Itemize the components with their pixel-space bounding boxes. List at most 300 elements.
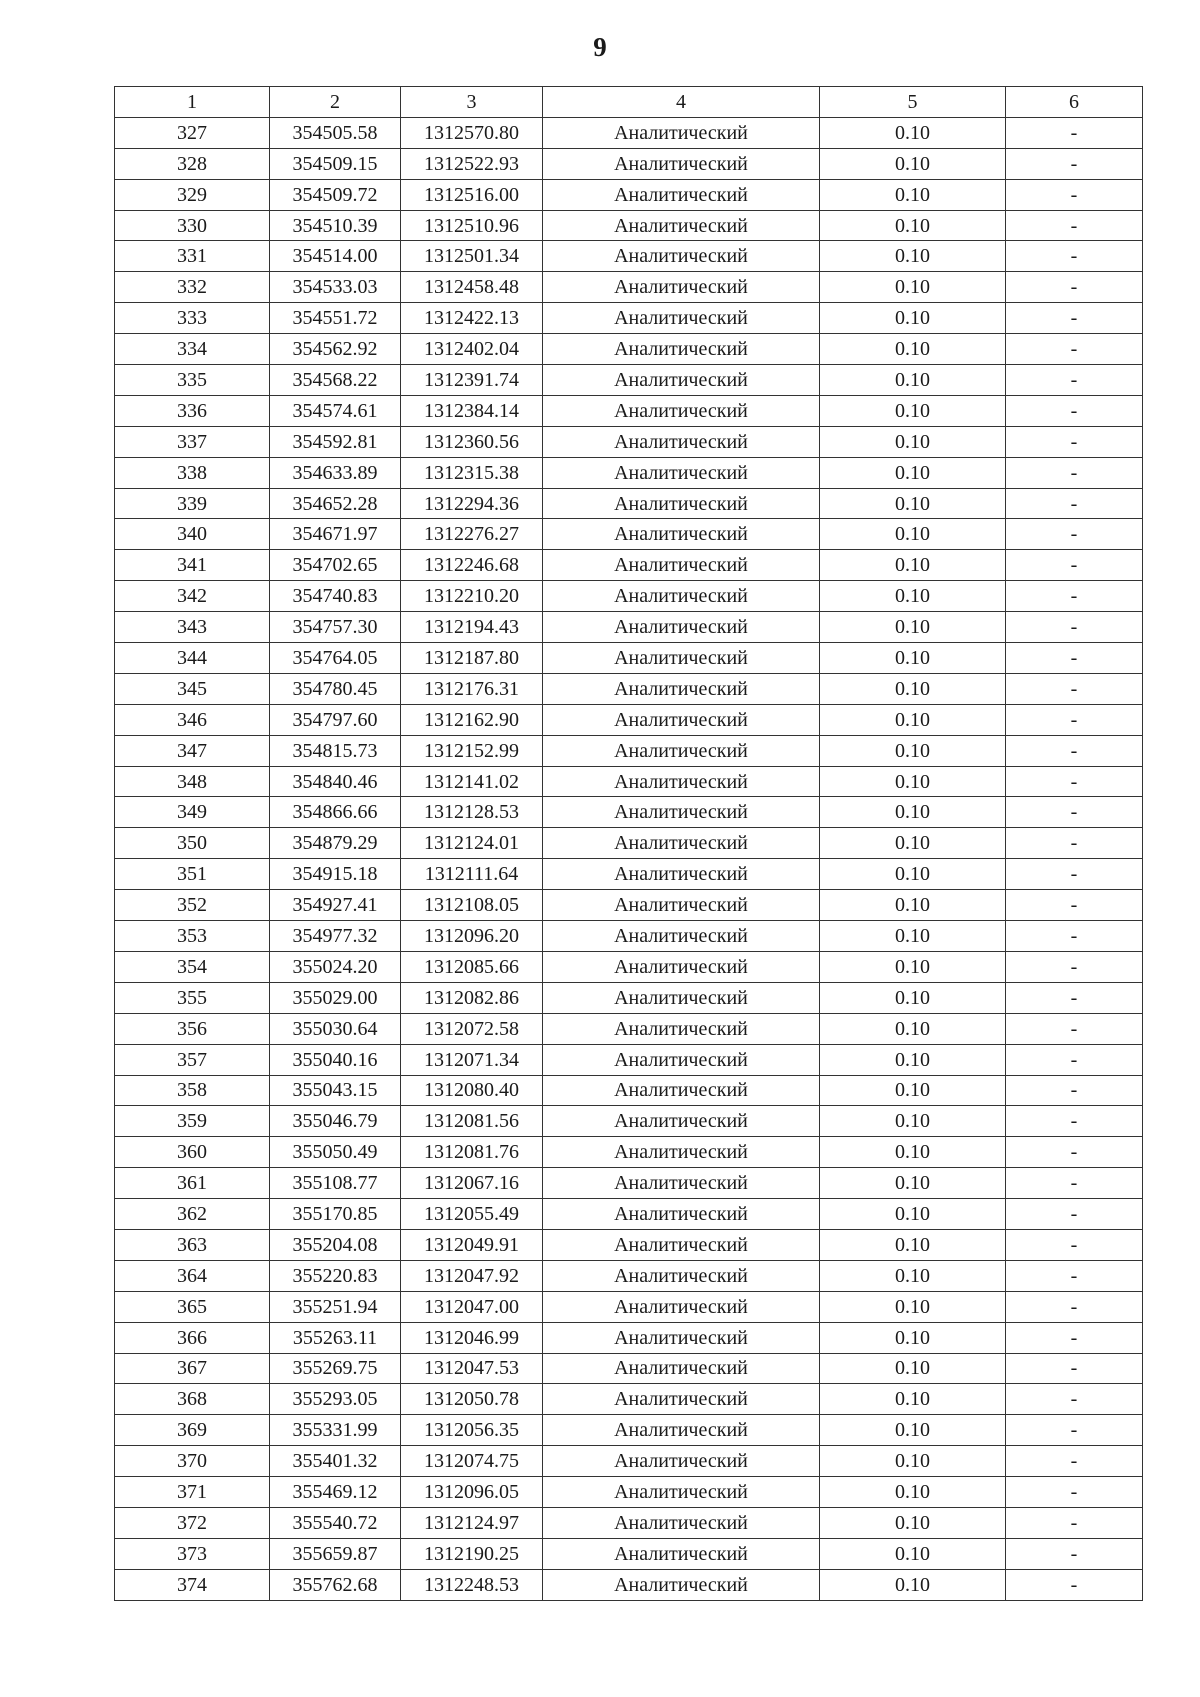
table-row	[115, 921, 1143, 952]
cell-accuracy: 0.10	[820, 828, 1006, 859]
table-row	[115, 1137, 1143, 1168]
cell-accuracy: 0.10	[820, 365, 1006, 396]
cell-accuracy: 0.10	[820, 951, 1006, 982]
cell-y-coordinate: 1312384.14	[401, 395, 543, 426]
cell-note: -	[1006, 1106, 1143, 1137]
cell-accuracy: 0.10	[820, 673, 1006, 704]
cell-point-number: 350	[115, 828, 270, 859]
table-row	[115, 179, 1143, 210]
cell-accuracy: 0.10	[820, 982, 1006, 1013]
cell-note: -	[1006, 1260, 1143, 1291]
header-row	[115, 87, 1143, 118]
cell-method: Аналитический	[543, 890, 820, 921]
cell-method: Аналитический	[543, 1384, 820, 1415]
cell-accuracy: 0.10	[820, 1538, 1006, 1569]
cell-accuracy: 0.10	[820, 1106, 1006, 1137]
cell-note: -	[1006, 982, 1143, 1013]
cell-y-coordinate: 1312056.35	[401, 1415, 543, 1446]
cell-note: -	[1006, 1446, 1143, 1477]
cell-point-number: 342	[115, 581, 270, 612]
cell-method: Аналитический	[543, 673, 820, 704]
cell-note: -	[1006, 272, 1143, 303]
cell-accuracy: 0.10	[820, 1199, 1006, 1230]
table-row	[115, 148, 1143, 179]
table-row	[115, 1260, 1143, 1291]
table-row	[115, 581, 1143, 612]
cell-accuracy: 0.10	[820, 272, 1006, 303]
cell-note: -	[1006, 1538, 1143, 1569]
table-row	[115, 1013, 1143, 1044]
cell-y-coordinate: 1312458.48	[401, 272, 543, 303]
cell-point-number: 340	[115, 519, 270, 550]
cell-x-coordinate: 354780.45	[270, 673, 401, 704]
cell-note: -	[1006, 890, 1143, 921]
table-row	[115, 1538, 1143, 1569]
cell-point-number: 371	[115, 1477, 270, 1508]
cell-method: Аналитический	[543, 1291, 820, 1322]
cell-method: Аналитический	[543, 1477, 820, 1508]
cell-x-coordinate: 355659.87	[270, 1538, 401, 1569]
cell-point-number: 332	[115, 272, 270, 303]
cell-note: -	[1006, 704, 1143, 735]
cell-point-number: 339	[115, 488, 270, 519]
cell-method: Аналитический	[543, 550, 820, 581]
cell-y-coordinate: 1312194.43	[401, 612, 543, 643]
cell-y-coordinate: 1312141.02	[401, 766, 543, 797]
cell-x-coordinate: 355170.85	[270, 1199, 401, 1230]
cell-y-coordinate: 1312096.20	[401, 921, 543, 952]
cell-x-coordinate: 355029.00	[270, 982, 401, 1013]
cell-y-coordinate: 1312049.91	[401, 1229, 543, 1260]
cell-x-coordinate: 354514.00	[270, 241, 401, 272]
cell-note: -	[1006, 921, 1143, 952]
cell-y-coordinate: 1312081.76	[401, 1137, 543, 1168]
cell-point-number: 367	[115, 1353, 270, 1384]
cell-point-number: 335	[115, 365, 270, 396]
cell-x-coordinate: 354592.81	[270, 426, 401, 457]
cell-x-coordinate: 355108.77	[270, 1168, 401, 1199]
cell-x-coordinate: 355331.99	[270, 1415, 401, 1446]
cell-accuracy: 0.10	[820, 1260, 1006, 1291]
cell-point-number: 358	[115, 1075, 270, 1106]
cell-note: -	[1006, 612, 1143, 643]
cell-x-coordinate: 354757.30	[270, 612, 401, 643]
cell-accuracy: 0.10	[820, 921, 1006, 952]
cell-y-coordinate: 1312124.97	[401, 1507, 543, 1538]
cell-point-number: 347	[115, 735, 270, 766]
cell-x-coordinate: 355762.68	[270, 1569, 401, 1600]
cell-method: Аналитический	[543, 581, 820, 612]
cell-method: Аналитический	[543, 766, 820, 797]
cell-y-coordinate: 1312124.01	[401, 828, 543, 859]
cell-point-number: 372	[115, 1507, 270, 1538]
cell-y-coordinate: 1312152.99	[401, 735, 543, 766]
table-body	[115, 117, 1143, 1600]
cell-x-coordinate: 355050.49	[270, 1137, 401, 1168]
cell-note: -	[1006, 673, 1143, 704]
cell-method: Аналитический	[543, 1569, 820, 1600]
cell-y-coordinate: 1312050.78	[401, 1384, 543, 1415]
cell-accuracy: 0.10	[820, 1137, 1006, 1168]
cell-y-coordinate: 1312501.34	[401, 241, 543, 272]
cell-method: Аналитический	[543, 334, 820, 365]
table-row	[115, 1291, 1143, 1322]
cell-y-coordinate: 1312074.75	[401, 1446, 543, 1477]
column-header-6: 6	[1006, 87, 1143, 118]
cell-accuracy: 0.10	[820, 210, 1006, 241]
cell-y-coordinate: 1312096.05	[401, 1477, 543, 1508]
cell-point-number: 338	[115, 457, 270, 488]
cell-note: -	[1006, 1291, 1143, 1322]
table-row	[115, 1384, 1143, 1415]
cell-note: -	[1006, 1168, 1143, 1199]
cell-y-coordinate: 1312108.05	[401, 890, 543, 921]
cell-method: Аналитический	[543, 426, 820, 457]
cell-note: -	[1006, 766, 1143, 797]
table-header	[115, 87, 1143, 118]
cell-method: Аналитический	[543, 1415, 820, 1446]
cell-point-number: 363	[115, 1229, 270, 1260]
table-row	[115, 797, 1143, 828]
cell-note: -	[1006, 210, 1143, 241]
cell-x-coordinate: 354815.73	[270, 735, 401, 766]
cell-accuracy: 0.10	[820, 1075, 1006, 1106]
table-row	[115, 210, 1143, 241]
cell-accuracy: 0.10	[820, 457, 1006, 488]
cell-x-coordinate: 354510.39	[270, 210, 401, 241]
table-row	[115, 1446, 1143, 1477]
cell-x-coordinate: 354562.92	[270, 334, 401, 365]
column-header-5: 5	[820, 87, 1006, 118]
cell-note: -	[1006, 488, 1143, 519]
cell-note: -	[1006, 179, 1143, 210]
cell-y-coordinate: 1312047.92	[401, 1260, 543, 1291]
cell-y-coordinate: 1312081.56	[401, 1106, 543, 1137]
table-row	[115, 1199, 1143, 1230]
cell-point-number: 343	[115, 612, 270, 643]
cell-x-coordinate: 355540.72	[270, 1507, 401, 1538]
cell-x-coordinate: 354915.18	[270, 859, 401, 890]
cell-x-coordinate: 354568.22	[270, 365, 401, 396]
cell-note: -	[1006, 581, 1143, 612]
cell-x-coordinate: 354840.46	[270, 766, 401, 797]
cell-y-coordinate: 1312047.00	[401, 1291, 543, 1322]
cell-note: -	[1006, 1477, 1143, 1508]
cell-point-number: 364	[115, 1260, 270, 1291]
table-row	[115, 1353, 1143, 1384]
cell-y-coordinate: 1312422.13	[401, 303, 543, 334]
table-row	[115, 643, 1143, 674]
table-row	[115, 612, 1143, 643]
cell-x-coordinate: 355024.20	[270, 951, 401, 982]
cell-point-number: 331	[115, 241, 270, 272]
cell-note: -	[1006, 1137, 1143, 1168]
cell-accuracy: 0.10	[820, 488, 1006, 519]
cell-point-number: 352	[115, 890, 270, 921]
cell-accuracy: 0.10	[820, 334, 1006, 365]
cell-x-coordinate: 355030.64	[270, 1013, 401, 1044]
cell-method: Аналитический	[543, 1013, 820, 1044]
table-row	[115, 457, 1143, 488]
cell-y-coordinate: 1312190.25	[401, 1538, 543, 1569]
cell-point-number: 357	[115, 1044, 270, 1075]
cell-method: Аналитический	[543, 1199, 820, 1230]
cell-y-coordinate: 1312570.80	[401, 117, 543, 148]
table-row	[115, 1168, 1143, 1199]
cell-y-coordinate: 1312162.90	[401, 704, 543, 735]
cell-y-coordinate: 1312276.27	[401, 519, 543, 550]
cell-accuracy: 0.10	[820, 1507, 1006, 1538]
cell-method: Аналитический	[543, 241, 820, 272]
table-row	[115, 426, 1143, 457]
cell-y-coordinate: 1312360.56	[401, 426, 543, 457]
cell-x-coordinate: 354652.28	[270, 488, 401, 519]
table-row	[115, 365, 1143, 396]
cell-accuracy: 0.10	[820, 859, 1006, 890]
cell-point-number: 336	[115, 395, 270, 426]
table-row	[115, 951, 1143, 982]
cell-point-number: 327	[115, 117, 270, 148]
cell-point-number: 330	[115, 210, 270, 241]
cell-x-coordinate: 355293.05	[270, 1384, 401, 1415]
cell-accuracy: 0.10	[820, 643, 1006, 674]
cell-point-number: 346	[115, 704, 270, 735]
cell-note: -	[1006, 1507, 1143, 1538]
table-row	[115, 1569, 1143, 1600]
cell-point-number: 365	[115, 1291, 270, 1322]
cell-method: Аналитический	[543, 612, 820, 643]
cell-note: -	[1006, 1569, 1143, 1600]
cell-method: Аналитический	[543, 704, 820, 735]
cell-y-coordinate: 1312080.40	[401, 1075, 543, 1106]
cell-note: -	[1006, 1044, 1143, 1075]
cell-note: -	[1006, 1199, 1143, 1230]
cell-x-coordinate: 354509.72	[270, 179, 401, 210]
cell-method: Аналитический	[543, 1137, 820, 1168]
cell-x-coordinate: 354977.32	[270, 921, 401, 952]
cell-point-number: 337	[115, 426, 270, 457]
cell-point-number: 362	[115, 1199, 270, 1230]
cell-x-coordinate: 354927.41	[270, 890, 401, 921]
cell-method: Аналитический	[543, 951, 820, 982]
cell-y-coordinate: 1312315.38	[401, 457, 543, 488]
cell-method: Аналитический	[543, 1229, 820, 1260]
table-row	[115, 982, 1143, 1013]
table-row	[115, 241, 1143, 272]
page-number: 9	[593, 32, 607, 62]
cell-accuracy: 0.10	[820, 1291, 1006, 1322]
cell-method: Аналитический	[543, 1507, 820, 1538]
cell-note: -	[1006, 395, 1143, 426]
cell-point-number: 333	[115, 303, 270, 334]
cell-point-number: 345	[115, 673, 270, 704]
cell-y-coordinate: 1312391.74	[401, 365, 543, 396]
cell-method: Аналитический	[543, 1044, 820, 1075]
column-header-3: 3	[401, 87, 543, 118]
table-row	[115, 859, 1143, 890]
cell-x-coordinate: 355263.11	[270, 1322, 401, 1353]
cell-x-coordinate: 354702.65	[270, 550, 401, 581]
cell-note: -	[1006, 426, 1143, 457]
cell-note: -	[1006, 365, 1143, 396]
cell-method: Аналитический	[543, 859, 820, 890]
cell-method: Аналитический	[543, 303, 820, 334]
cell-method: Аналитический	[543, 1075, 820, 1106]
cell-accuracy: 0.10	[820, 1384, 1006, 1415]
table-row	[115, 1075, 1143, 1106]
cell-accuracy: 0.10	[820, 890, 1006, 921]
cell-x-coordinate: 354764.05	[270, 643, 401, 674]
cell-accuracy: 0.10	[820, 1569, 1006, 1600]
cell-note: -	[1006, 519, 1143, 550]
cell-point-number: 368	[115, 1384, 270, 1415]
cell-method: Аналитический	[543, 921, 820, 952]
cell-y-coordinate: 1312522.93	[401, 148, 543, 179]
cell-x-coordinate: 354797.60	[270, 704, 401, 735]
column-header-1: 1	[115, 87, 270, 118]
cell-y-coordinate: 1312046.99	[401, 1322, 543, 1353]
cell-note: -	[1006, 1013, 1143, 1044]
cell-accuracy: 0.10	[820, 735, 1006, 766]
column-header-2: 2	[270, 87, 401, 118]
cell-method: Аналитический	[543, 179, 820, 210]
cell-y-coordinate: 1312072.58	[401, 1013, 543, 1044]
cell-note: -	[1006, 117, 1143, 148]
cell-note: -	[1006, 1384, 1143, 1415]
cell-accuracy: 0.10	[820, 241, 1006, 272]
cell-x-coordinate: 355220.83	[270, 1260, 401, 1291]
cell-y-coordinate: 1312248.53	[401, 1569, 543, 1600]
cell-note: -	[1006, 1415, 1143, 1446]
cell-point-number: 328	[115, 148, 270, 179]
table-row	[115, 1415, 1143, 1446]
cell-point-number: 374	[115, 1569, 270, 1600]
cell-accuracy: 0.10	[820, 1322, 1006, 1353]
cell-x-coordinate: 354740.83	[270, 581, 401, 612]
cell-point-number: 349	[115, 797, 270, 828]
cell-note: -	[1006, 1322, 1143, 1353]
table-row	[115, 1477, 1143, 1508]
cell-x-coordinate: 355204.08	[270, 1229, 401, 1260]
cell-accuracy: 0.10	[820, 148, 1006, 179]
cell-y-coordinate: 1312294.36	[401, 488, 543, 519]
cell-y-coordinate: 1312210.20	[401, 581, 543, 612]
cell-point-number: 354	[115, 951, 270, 982]
table-row	[115, 766, 1143, 797]
cell-method: Аналитический	[543, 1106, 820, 1137]
cell-y-coordinate: 1312055.49	[401, 1199, 543, 1230]
cell-method: Аналитический	[543, 1260, 820, 1291]
cell-x-coordinate: 354633.89	[270, 457, 401, 488]
cell-accuracy: 0.10	[820, 704, 1006, 735]
cell-method: Аналитический	[543, 365, 820, 396]
cell-method: Аналитический	[543, 1168, 820, 1199]
cell-note: -	[1006, 303, 1143, 334]
cell-point-number: 341	[115, 550, 270, 581]
cell-note: -	[1006, 735, 1143, 766]
cell-point-number: 329	[115, 179, 270, 210]
cell-point-number: 334	[115, 334, 270, 365]
cell-accuracy: 0.10	[820, 1229, 1006, 1260]
table-row	[115, 272, 1143, 303]
cell-note: -	[1006, 1229, 1143, 1260]
cell-x-coordinate: 354879.29	[270, 828, 401, 859]
cell-method: Аналитический	[543, 210, 820, 241]
cell-point-number: 369	[115, 1415, 270, 1446]
cell-x-coordinate: 354533.03	[270, 272, 401, 303]
cell-y-coordinate: 1312082.86	[401, 982, 543, 1013]
table-row	[115, 117, 1143, 148]
cell-accuracy: 0.10	[820, 797, 1006, 828]
cell-x-coordinate: 355043.15	[270, 1075, 401, 1106]
table-row	[115, 735, 1143, 766]
cell-note: -	[1006, 828, 1143, 859]
cell-accuracy: 0.10	[820, 1477, 1006, 1508]
cell-method: Аналитический	[543, 1353, 820, 1384]
cell-x-coordinate: 355269.75	[270, 1353, 401, 1384]
cell-point-number: 348	[115, 766, 270, 797]
cell-note: -	[1006, 457, 1143, 488]
cell-x-coordinate: 355046.79	[270, 1106, 401, 1137]
cell-y-coordinate: 1312176.31	[401, 673, 543, 704]
cell-point-number: 353	[115, 921, 270, 952]
cell-note: -	[1006, 797, 1143, 828]
coordinates-table	[114, 86, 1143, 1601]
table-row	[115, 1507, 1143, 1538]
cell-note: -	[1006, 241, 1143, 272]
cell-x-coordinate: 355401.32	[270, 1446, 401, 1477]
table-row	[115, 550, 1143, 581]
cell-method: Аналитический	[543, 643, 820, 674]
cell-method: Аналитический	[543, 1322, 820, 1353]
cell-accuracy: 0.10	[820, 179, 1006, 210]
cell-method: Аналитический	[543, 117, 820, 148]
cell-accuracy: 0.10	[820, 117, 1006, 148]
cell-point-number: 359	[115, 1106, 270, 1137]
cell-method: Аналитический	[543, 148, 820, 179]
cell-note: -	[1006, 334, 1143, 365]
cell-point-number: 366	[115, 1322, 270, 1353]
cell-x-coordinate: 354509.15	[270, 148, 401, 179]
cell-note: -	[1006, 643, 1143, 674]
table-row	[115, 704, 1143, 735]
cell-y-coordinate: 1312067.16	[401, 1168, 543, 1199]
cell-y-coordinate: 1312516.00	[401, 179, 543, 210]
table-row	[115, 1322, 1143, 1353]
cell-accuracy: 0.10	[820, 581, 1006, 612]
table-row	[115, 673, 1143, 704]
cell-y-coordinate: 1312085.66	[401, 951, 543, 982]
cell-accuracy: 0.10	[820, 612, 1006, 643]
cell-method: Аналитический	[543, 488, 820, 519]
cell-x-coordinate: 355040.16	[270, 1044, 401, 1075]
table-row	[115, 303, 1143, 334]
cell-y-coordinate: 1312246.68	[401, 550, 543, 581]
cell-point-number: 344	[115, 643, 270, 674]
cell-accuracy: 0.10	[820, 766, 1006, 797]
cell-accuracy: 0.10	[820, 519, 1006, 550]
cell-method: Аналитический	[543, 1538, 820, 1569]
cell-point-number: 370	[115, 1446, 270, 1477]
cell-x-coordinate: 354671.97	[270, 519, 401, 550]
cell-method: Аналитический	[543, 395, 820, 426]
cell-x-coordinate: 354866.66	[270, 797, 401, 828]
table-row	[115, 488, 1143, 519]
cell-y-coordinate: 1312187.80	[401, 643, 543, 674]
cell-method: Аналитический	[543, 735, 820, 766]
cell-x-coordinate: 355469.12	[270, 1477, 401, 1508]
cell-accuracy: 0.10	[820, 1168, 1006, 1199]
